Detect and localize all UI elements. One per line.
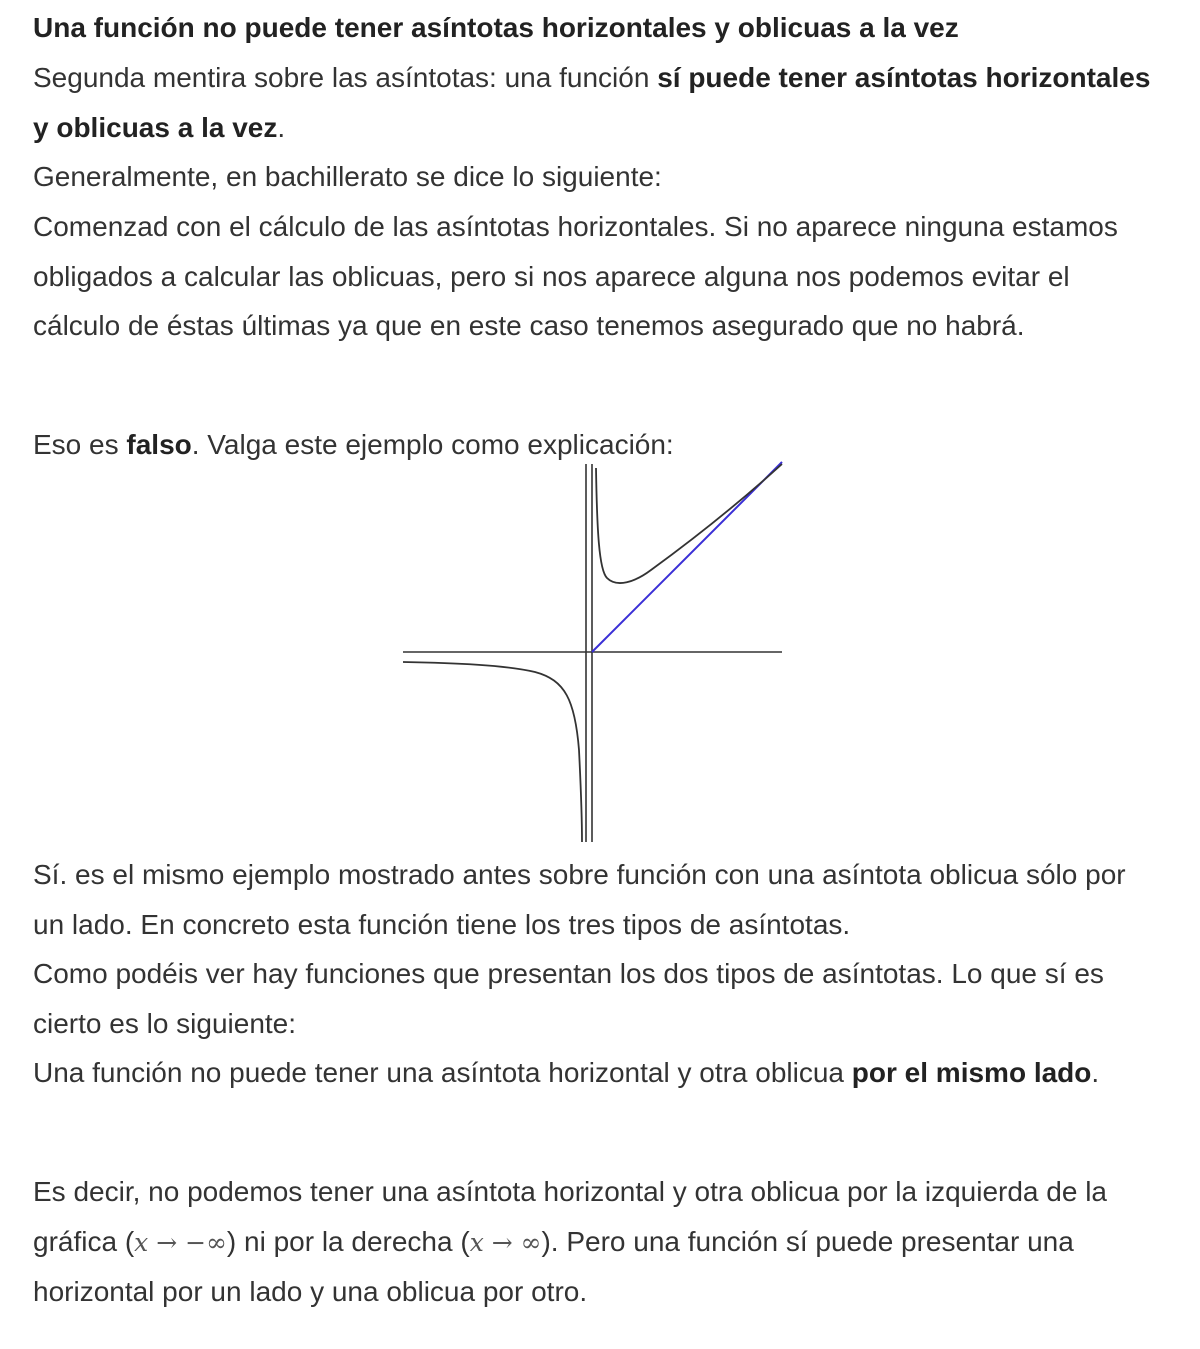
math-infinity: ∞ <box>206 1227 227 1257</box>
si-paragraph: Sí. es el mismo ejemplo mostrado antes sobre función con una asíntota oblicua sólo por un lado. En concreto esta función tiene los tres tipos de asíntotas. <box>33 859 1126 940</box>
oblique-asymptote <box>592 462 782 652</box>
una-bold: por el mismo lado <box>851 1057 1092 1088</box>
es-decir-paragraph <box>33 1167 1153 1317</box>
math-var-x: x <box>469 1227 484 1257</box>
una-text: Una función no puede tener una asíntota horizontal y otra oblicua <box>33 1057 852 1088</box>
falso-bold: falso <box>126 429 192 460</box>
math-infinity: ∞ <box>520 1227 542 1257</box>
es-decir-text-1: Es decir, no podemos tener una asíntota horizontal y otra oblicua por la izquierda de la gráfica ( <box>33 1176 1107 1257</box>
falso-post: . Valga este ejemplo como explicación: <box>191 429 674 460</box>
falso-pre: Eso es <box>33 429 127 460</box>
intro-text: Segunda mentira sobre las asíntotas: una función <box>33 62 658 93</box>
comenzad-paragraph: Comenzad con el cálculo de las asíntotas horizontales. Si no aparece ninguna estamos obligados a calcular las oblicuas, pero si nos aparece alguna nos podemos evitar el cálculo de éstas últimas ya que en este caso tenemos asegurado que no habrá. <box>33 211 1118 341</box>
math-var-x: x <box>134 1227 149 1257</box>
intro-bold: sí puede tener asíntotas horizontales y oblicuas a la vez <box>33 62 1151 143</box>
math-x-to-infinity <box>470 1228 542 1257</box>
math-arrow: → <box>483 1227 521 1257</box>
right-curve-branch <box>596 464 782 583</box>
una-paragraph <box>33 1048 1153 1098</box>
es-decir-text-2: ) ni por la derecha ( <box>226 1225 470 1257</box>
function-graph <box>395 460 790 845</box>
general-paragraph: Generalmente, en bachillerato se dice lo siguiente: <box>33 161 662 192</box>
intro-end: . <box>277 111 286 143</box>
math-x-to-minus-infinity <box>134 1228 227 1257</box>
intro-paragraph <box>33 53 1153 152</box>
como-paragraph: Como podéis ver hay funciones que presentan los dos tipos de asíntotas. Lo que sí es cierto es lo siguiente: <box>33 958 1104 1039</box>
math-arrow-minus: → − <box>148 1227 207 1257</box>
una-end: . <box>1091 1057 1100 1088</box>
left-curve-branch <box>403 662 582 842</box>
section-title: Una función no puede tener asíntotas horizontales y oblicuas a la vez <box>33 12 959 43</box>
es-decir-text-3: ). Pero una función sí puede presentar una horizontal por un lado y una oblicua por otro. <box>33 1225 1074 1307</box>
